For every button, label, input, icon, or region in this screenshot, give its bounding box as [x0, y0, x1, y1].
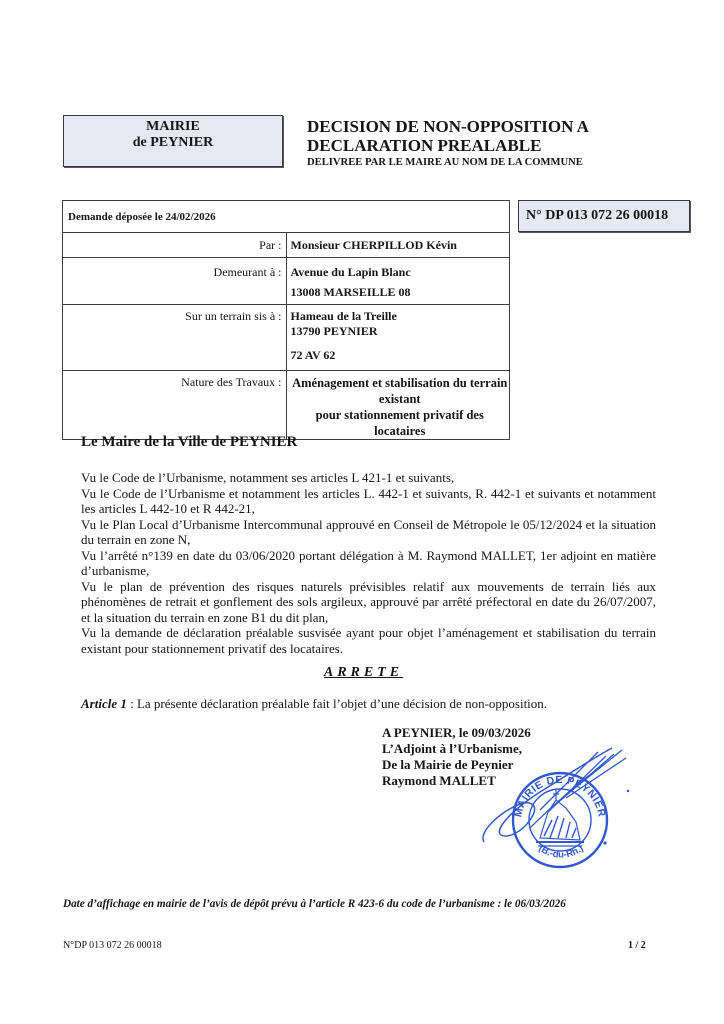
mairie-line2: de PEYNIER	[132, 135, 214, 150]
residence-label: Demeurant à :	[63, 258, 287, 305]
article-1	[81, 696, 547, 712]
article-label: Article 1	[81, 696, 127, 711]
deposit-date: Demande déposée le 24/02/2026	[63, 201, 510, 233]
svg-text:MAIRIE DE PEYNIER	[512, 774, 608, 818]
land-value	[286, 305, 510, 371]
considerations	[81, 470, 656, 656]
signature-place-date: A PEYNIER, le 09/03/2026	[382, 725, 531, 740]
document-title	[307, 117, 637, 170]
table-row-land	[63, 305, 510, 371]
table-row-works	[63, 371, 510, 440]
works-label: Nature des Travaux :	[63, 371, 287, 440]
mairie-box	[63, 115, 283, 167]
signature-name: Raymond MALLET	[382, 773, 496, 788]
consideration-item: Vu le Plan Local d’Urbanisme Intercommunal approuvé en Conseil de Métropole le 05/12/2024 et la situation du terrain en zone N,	[81, 516, 656, 547]
signature-office: De la Mairie de Peynier	[382, 757, 514, 772]
residence-line2: 13008 MARSEILLE 08	[290, 285, 411, 299]
residence-line1: Avenue du Lapin Blanc	[290, 265, 411, 279]
applicant-value: Monsieur CHERPILLOD Kévin	[286, 233, 510, 258]
affichage-date: Date d’affichage en mairie de l’avis de dépôt prévu à l’article R 423-6 du code de l’urbanisme : le 06/03/2026	[63, 898, 566, 910]
mayor-heading: Le Maire de la Ville de PEYNIER	[81, 434, 298, 450]
stamp-top-text: MAIRIE DE PEYNIER	[512, 773, 608, 819]
land-label: Sur un terrain sis à :	[63, 305, 287, 371]
dossier-number: N° DP 013 072 26 00018	[518, 200, 690, 232]
works-value	[286, 371, 510, 440]
consideration-item: Vu le Code de l’Urbanisme, notamment ses articles L 421-1 et suivants,	[81, 470, 455, 485]
land-line2: 13790 PEYNIER	[290, 324, 378, 338]
request-table	[62, 200, 510, 440]
land-line1: Hameau de la Treille	[290, 309, 397, 323]
title-line-1: DECISION DE NON-OPPOSITION A	[307, 117, 589, 136]
article-text: : La présente déclaration préalable fait l’objet d’une décision de non-opposition.	[126, 696, 548, 711]
title-line-2: DECLARATION PREALABLE	[307, 136, 542, 155]
mairie-line1: MAIRIE	[146, 119, 200, 134]
residence-value	[286, 258, 510, 305]
page-number: 1 / 2	[628, 940, 646, 951]
official-stamp-icon	[440, 735, 650, 885]
stamp-bottom-text: (B.-du-Rh.)	[536, 843, 586, 861]
works-line1: Aménagement et stabilisation du terrain existant	[292, 376, 508, 406]
consideration-item: Vu la demande de déclaration préalable susvisée ayant pour objet l’aménagement et stabilisation du terrain existant pour stationnement privatif des locataires.	[81, 625, 656, 656]
consideration-item: Vu le Code de l’Urbanisme et notamment les articles L. 442-1 et suivants, R. 442-1 et suivants et notamment les articles L 442-10 et R 442-21,	[81, 485, 656, 516]
table-row-residence	[63, 258, 510, 305]
applicant-label: Par :	[63, 233, 287, 258]
land-parcel: 72 AV 62	[290, 348, 336, 362]
signature-role: L’Adjoint à l’Urbanisme,	[382, 741, 523, 756]
footer-reference: N°DP 013 072 26 00018	[63, 940, 162, 951]
table-row-applicant	[63, 233, 510, 258]
title-subtitle: DELIVREE PAR LE MAIRE AU NOM DE LA COMMUNE	[307, 157, 583, 168]
consideration-item: Vu l’arrêté n°139 en date du 03/06/2020 portant délégation à M. Raymond MALLET, 1er adjoint en matière d’urbanisme,	[81, 547, 656, 578]
arrete-heading: ARRETE	[323, 665, 404, 680]
works-line2: pour stationnement privatif des locataires	[315, 408, 484, 438]
consideration-item: Vu le plan de prévention des risques naturels prévisibles relatif aux mouvements de terrain liés aux phénomènes de retrait et gonflement des sols argileux, approuvé par arrêté préfectoral en date du 26/07/2007, et la situation du terrain en zone B1 du dit plan,	[81, 578, 656, 625]
